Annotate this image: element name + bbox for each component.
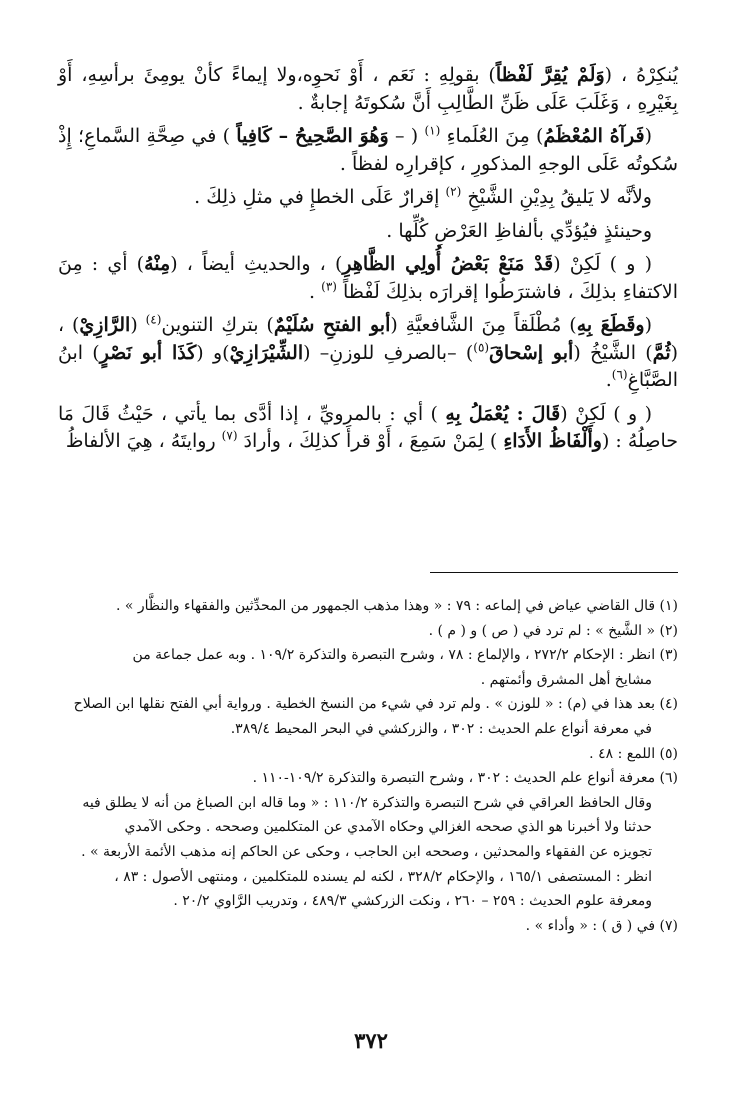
matn-text: قَالَ : يُعْمَلُ بِهِ (445, 402, 561, 425)
footnote-line: وقال الحافظ العراقي في شرح التبصرة والتذكرة ١١٠/٢ : « وما قاله ابن الصباغ من أنه لا يطلق فيه (82, 794, 652, 811)
sharh-text: وحينئذٍ فيُؤدِّي بألفاظِ العَرْضِ كُلِّها . (386, 219, 652, 242)
paragraph-p6 (58, 312, 678, 395)
matn-text: الرَّازِيْ (79, 314, 131, 336)
footnote-ref: (١) (424, 123, 441, 138)
main-text (58, 62, 678, 462)
matn-text: أبو الفتحِ سُلَيْمٌ (273, 314, 391, 336)
matn-text: مِنْهُ (144, 253, 171, 275)
footnote-ref: (٢) (445, 184, 462, 199)
sharh-text: ( (130, 314, 146, 336)
footnote-ref: (٤) (145, 312, 162, 327)
footnotes (58, 594, 678, 938)
footnote-ref: (٥) (473, 340, 490, 355)
sharh-text: . (309, 280, 322, 303)
sharh-text: ) بقولِهِ : نَعَم ، أَوْ نَحوِه،ولا إيماءً كأنْ يومِئَ برأسِهِ، أَوْ بِغَيْرِهِ ، وَغَلَبَ عَلَى ظَنِّ الطَّالِبِ أَنَّ سُكوتَهُ إجابةٌ . (58, 64, 678, 114)
paragraph-p3 (58, 184, 678, 212)
footnote-fn1 (58, 594, 678, 619)
sharh-text: يُنكِرْهُ ، ( (604, 64, 679, 86)
matn-text: الشِّيْرَازِيْ (229, 341, 304, 364)
sharh-text: ) ، ( (58, 314, 679, 364)
sharh-text: ( و ) لَكِنْ ( (553, 253, 652, 275)
matn-text: وَلَمْ يُقِرَّ لَفْظاً (495, 64, 605, 86)
footnote-line: (١) قال القاضي عياض في إلماعه : ٧٩ : « وهذا مذهب الجمهور من المحدِّثين والفقهاء والنظَّار » . (115, 598, 678, 614)
footnote-line: (٥) اللمع : ٤٨ . (589, 745, 678, 762)
sharh-text: ) الشَّيْخُ ( (573, 341, 653, 364)
footnote-line: انظر : المستصفى ١٦٥/١ ، والإحكام ٣٢٨/٢ ، لكنه لم يسنده للمتكلمين ، ومنتهى الأصول : ٨٣ ، (114, 868, 652, 885)
footnote-line: في معرفة أنواع علم الحديث : ٣٠٢ ، والزركشي في البحر المحيط ٣٨٩/٤. (230, 720, 652, 737)
sharh-text: ) لِمَنْ سَمِعَ ، أَوْ قرأَ كذلِكَ ، وأرادَ (237, 430, 504, 452)
sharh-text: إقرارٌ عَلَى الخطإِ في مثلِ ذلِكَ . (194, 186, 446, 208)
sharh-text: ) ، والحديثِ أيضاً ، ( (170, 253, 343, 275)
footnote-ref: (٣) (321, 279, 337, 294)
footnote-line: (٧) في ( ق ) : « وأداء » . (525, 917, 678, 934)
paragraph-p5 (58, 251, 678, 306)
sharh-text: ) ابنُ الصَّبَّاغِ (58, 341, 678, 391)
paragraph-p7 (58, 401, 678, 456)
sharh-text: ) مِنَ العُلَماءِ (440, 125, 544, 147)
footnote-line: مشايخ أهل المشرق وأئمتهم . (480, 671, 652, 688)
footnote-line: (٣) انظر : الإحكام ٢٧٢/٢ ، والإلماع : ٧٨ ، وشرح التبصرة والتذكرة ١٠٩/٢ . وبه عمل جماعة من (132, 647, 678, 664)
matn-text: أبو إسْحاقَ (489, 341, 574, 364)
footnote-line: ومعرفة علوم الحديث : ٢٥٩ – ٢٦٠ ، ونكت الزركشي ٤٨٩/٣ ، وتدريب الرَّاوي ٢٠/٢ . (173, 893, 652, 910)
matn-text: قَدْ مَنَعْ بَعْضُ أُولِي الظَّاهِرِ (342, 253, 554, 275)
footnote-line: حدثنا ولا أخبرنا هو الذي صححه الغزالي وحكاه الآمدي عن المتكلمين وصححه . وحكى الآمدي (124, 819, 652, 836)
footnote-fn6 (58, 766, 678, 914)
matn-text: ثُمَّ (652, 341, 671, 364)
footnote-line: (٤) بعد هذا في (م) : « للوزن » . ولم ترد في شيء من النسخ الخطية . ورواية أبي الفتح نقلها ابن الصلاح (73, 696, 678, 713)
paragraph-p2 (58, 123, 678, 178)
footnote-fn5 (58, 742, 678, 767)
sharh-text: ( – (388, 125, 425, 147)
matn-text: وأَلْفَاظُ الأَدَاءِ (503, 430, 602, 452)
paragraph-p4 (58, 218, 678, 246)
sharh-text: . (605, 369, 612, 391)
sharh-text: ) بتركِ التنوين (161, 314, 274, 336)
footnote-fn4 (58, 692, 678, 741)
footnote-fn7 (58, 914, 678, 939)
sharh-text: ) في صِحَّةِ السَّماعِ؛ إِذْ سُكوتُه عَلَى الوجهِ المذكورِ ، كإقرارِه لفظاً . (58, 125, 678, 175)
footnote-separator (430, 572, 678, 573)
sharh-text: ) –بالصرفِ للوزنِ– ( (303, 341, 474, 364)
matn-text: فَرآهُ المُعْظَمُ (543, 125, 645, 147)
footnote-ref: (٦) (611, 367, 628, 382)
footnote-line: تجويزه عن الفقهاء والمحدثين ، وصححه ابن الحاجب ، وحكى عن الحاكم إنه مذهب الأئمة الأربعة » . (81, 843, 652, 860)
matn-text: وَهُوَ الصَّحِيحُ – كَافِياً (236, 125, 389, 147)
paragraph-p1 (58, 62, 678, 117)
sharh-text: )و ( (196, 341, 230, 364)
sharh-text: ( و ) لَكِنْ ( (560, 402, 653, 425)
footnote-fn3 (58, 643, 678, 692)
sharh-text: ولأنَّه لا يَليقُ بِدِيْنِ الشَّيْخِ (461, 186, 652, 208)
footnote-line: (٦) معرفة أنواع علم الحديث : ٣٠٢ ، وشرح التبصرة والتذكرة ١٠٩/٢-١١٠ . (252, 770, 678, 787)
sharh-text: ) مُطْلَقاً مِنَ الشَّافعيَّةِ ( (390, 314, 577, 336)
footnote-ref: (٧) (221, 428, 238, 443)
sharh-text: ( (644, 125, 653, 147)
sharh-text: ( (644, 314, 652, 336)
sharh-text: ) أي : بالمرويِّ ، إذا أدَّى بما يأتي ، حَيْثُ قَالَ مَا حاصِلُهُ : ( (58, 402, 678, 452)
matn-text: كَذَا أبو نَصْرٍ (99, 341, 197, 364)
matn-text: وقَطَعَ بِهِ (576, 314, 645, 336)
page-number: ٣٧٢ (354, 1028, 388, 1053)
sharh-text: روايتَهُ ، هِيَ الألفاظُ (65, 430, 222, 452)
sharh-text: ) أي : مِنَ الاكتفاءِ بذلِكَ ، فاشترَطُوا إقرارَه بذلِكَ لَفْظاً (58, 253, 678, 303)
footnote-line: (٢) « الشَّيخ » : لم ترد في ( ص ) و ( م ) . (428, 622, 678, 639)
footnote-fn2 (58, 619, 678, 644)
